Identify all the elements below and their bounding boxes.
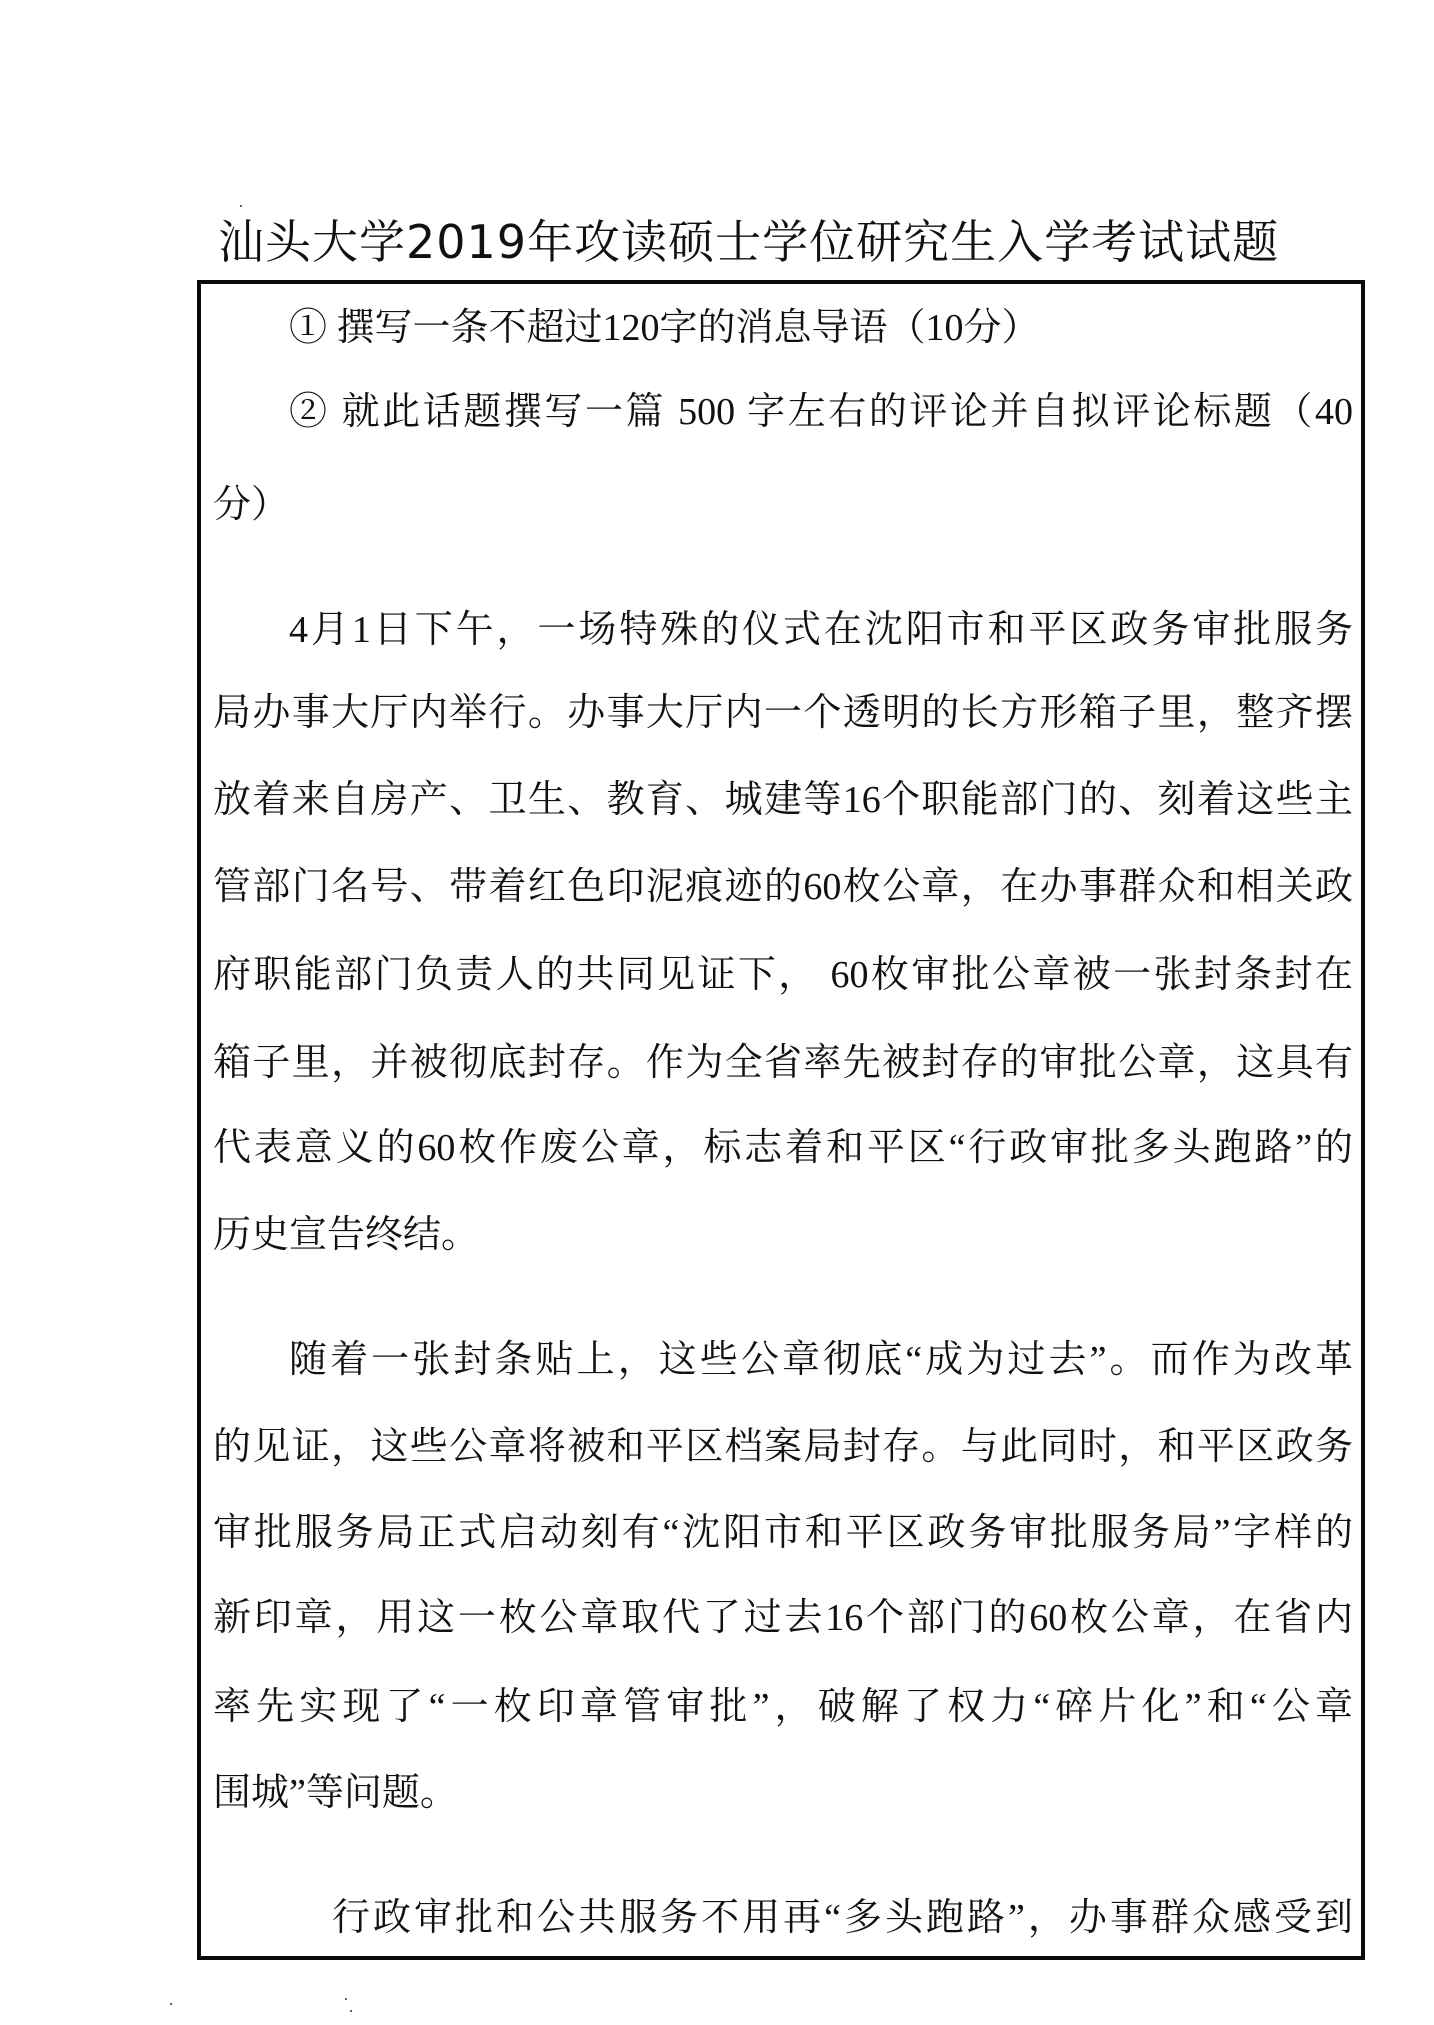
task-2-continued: 分） (213, 484, 290, 526)
paragraph-2-line-4: 新印章，用这一枚公章取代了过去16个部门的60枚公章，在省内 (213, 1597, 1353, 1639)
task-2: ② 就此话题撰写一篇 500 字左右的评论并自拟评论标题（40 (289, 391, 1353, 433)
paragraph-3-line-1: 行政审批和公共服务不用再“多头跑路”，办事群众感受到 (332, 1897, 1353, 1939)
paragraph-2-line-5: 率先实现了“一枚印章管审批”，破解了权力“碎片化”和“公章 (213, 1686, 1353, 1728)
paragraph-2-line-3: 审批服务局正式启动刻有“沈阳市和平区政务审批服务局”字样的 (213, 1512, 1353, 1554)
paragraph-1-line-5: 府职能部门负责人的共同见证下， 60枚审批公章被一张封条封在 (213, 954, 1353, 996)
paragraph-1-line-1: 4月1日下午，一场特殊的仪式在沈阳市和平区政务审批服务 (289, 609, 1353, 651)
paragraph-1-line-2: 局办事大厅内举行。办事大厅内一个透明的长方形箱子里，整齐摆 (213, 692, 1353, 734)
scan-speck (170, 2003, 172, 2005)
paragraph-2-line-6: 围城”等问题。 (213, 1772, 458, 1814)
scan-speck (350, 2010, 352, 2012)
scan-speck (345, 1998, 347, 2000)
paragraph-2-line-2: 的见证，这些公章将被和平区档案局封存。与此同时，和平区政务 (213, 1426, 1353, 1468)
scan-speck (240, 205, 242, 207)
exam-title: 汕头大学2019年攻读硕士学位研究生入学考试试题 (218, 215, 1280, 269)
paragraph-1-line-6: 箱子里，并被彻底封存。作为全省率先被封存的审批公章，这具有 (213, 1042, 1353, 1084)
task-1: ① 撰写一条不超过120字的消息导语（10分） (289, 307, 1040, 349)
paragraph-1-line-8: 历史宣告终结。 (213, 1214, 480, 1256)
paragraph-2-line-1: 随着一张封条贴上，这些公章彻底“成为过去”。而作为改革 (289, 1339, 1353, 1381)
paragraph-1-line-3: 放着来自房产、卫生、教育、城建等16个职能部门的、刻着这些主 (213, 779, 1353, 821)
paragraph-1-line-4: 管部门名号、带着红色印泥痕迹的60枚公章，在办事群众和相关政 (213, 866, 1353, 908)
paragraph-1-line-7: 代表意义的60枚作废公章，标志着和平区“行政审批多头跑路”的 (213, 1127, 1353, 1169)
